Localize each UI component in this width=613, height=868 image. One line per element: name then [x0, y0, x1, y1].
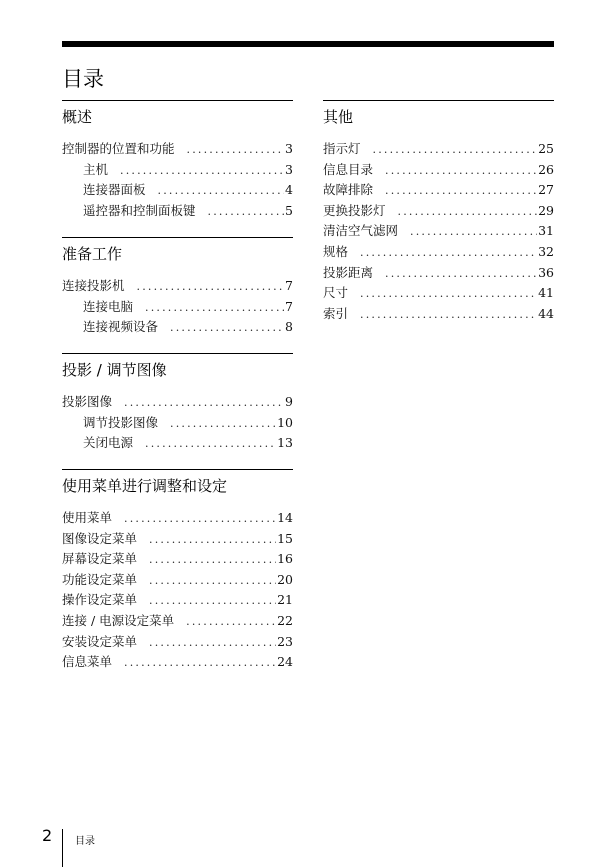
toc-entry-label: 使用菜单 [62, 510, 113, 525]
toc-entry-label: 连接 / 电源设定菜单 [62, 612, 175, 628]
toc-entry[interactable] [62, 611, 293, 632]
leader-dots [145, 298, 284, 319]
toc-entry-page: 7 [285, 278, 293, 293]
toc-entry-page: 21 [277, 592, 293, 608]
toc-section-menus [62, 469, 293, 673]
toc-entry-page: 22 [277, 612, 293, 628]
leader-dots [149, 530, 276, 551]
toc-entry[interactable] [62, 297, 293, 318]
toc-entry[interactable] [62, 180, 293, 201]
toc-entry[interactable] [62, 433, 293, 454]
leader-dots [170, 318, 284, 339]
leader-dots [170, 414, 276, 435]
leader-dots [149, 550, 276, 571]
toc-entry-label: 信息目录 [323, 161, 374, 177]
section-heading: 准备工作 [62, 245, 123, 263]
toc-entry-page: 16 [277, 551, 293, 567]
toc-entry-label: 关闭电源 [83, 435, 134, 451]
toc-entry-page: 13 [277, 435, 293, 451]
leader-dots [158, 181, 285, 202]
section-rule [62, 353, 293, 354]
toc-entry-label: 图像设定菜单 [62, 530, 138, 546]
section-rule [62, 100, 293, 101]
section-rule [323, 100, 554, 101]
toc-entry-label: 更换投影灯 [323, 202, 386, 218]
toc-entry[interactable] [323, 283, 554, 304]
title-bar-rule [62, 41, 554, 47]
toc-entry-label: 控制器的位置和功能 [62, 141, 175, 156]
toc-entry[interactable] [62, 632, 293, 653]
toc-entry-page: 24 [277, 654, 293, 670]
toc-entry-label: 规格 [323, 243, 349, 259]
toc-section-projection [62, 353, 293, 454]
toc-entry[interactable] [62, 392, 293, 413]
toc-entry-label: 指示灯 [323, 141, 361, 156]
toc-entry-page: 4 [285, 182, 293, 198]
toc-entry-label: 清洁空气滤网 [323, 223, 399, 239]
toc-entry-label: 操作设定菜单 [62, 592, 138, 608]
leader-dots [398, 202, 538, 223]
toc-entry[interactable] [62, 570, 293, 591]
toc-entry[interactable] [62, 317, 293, 338]
leader-dots [137, 277, 285, 298]
toc-entry[interactable] [323, 263, 554, 284]
toc-entry-page: 41 [538, 285, 554, 301]
toc-entry-page: 32 [538, 243, 554, 259]
toc-entry[interactable] [62, 529, 293, 550]
leader-dots [410, 222, 537, 243]
toc-entry[interactable] [323, 304, 554, 325]
toc-entry[interactable] [323, 221, 554, 242]
toc-entry-label: 功能设定菜单 [62, 571, 138, 587]
section-rule [62, 469, 293, 470]
toc-entry-label: 连接器面板 [83, 182, 146, 198]
leader-dots [360, 305, 537, 326]
toc-entry-label: 信息菜单 [62, 654, 113, 670]
toc-entry[interactable] [323, 201, 554, 222]
leader-dots [385, 181, 537, 202]
toc-entry-label: 连接电脑 [83, 298, 134, 314]
toc-entry-page: 10 [277, 414, 293, 430]
leader-dots [124, 509, 276, 530]
toc-entry-page: 36 [538, 264, 554, 280]
leader-dots [145, 434, 276, 455]
section-rule [62, 237, 293, 238]
toc-entry-page: 5 [285, 202, 293, 218]
page-title: 目录 [62, 67, 104, 92]
toc-entry-page: 15 [277, 530, 293, 546]
footer-divider [62, 829, 63, 867]
leader-dots [208, 202, 285, 223]
toc-entry[interactable] [323, 180, 554, 201]
toc-entry-label: 投影距离 [323, 264, 374, 280]
toc-entry-label: 故障排除 [323, 182, 374, 198]
toc-entry-label: 投影图像 [62, 394, 113, 409]
toc-entry-page: 8 [285, 319, 293, 335]
toc-entry-page: 31 [538, 223, 554, 239]
section-heading: 投影 / 调节图像 [62, 361, 167, 379]
leader-dots [149, 571, 276, 592]
toc-entry-page: 29 [538, 202, 554, 218]
leader-dots [120, 161, 284, 182]
toc-entry-label: 安装设定菜单 [62, 633, 138, 649]
toc-entry-label: 调节投影图像 [83, 414, 159, 430]
toc-entry-page: 14 [277, 510, 293, 525]
toc-entry[interactable] [62, 160, 293, 181]
toc-entry-label: 连接投影机 [62, 278, 125, 293]
toc-entry-label: 尺寸 [323, 285, 349, 301]
section-heading: 概述 [62, 108, 93, 126]
toc-entry[interactable] [62, 201, 293, 222]
leader-dots [360, 284, 537, 305]
toc-entry-page: 26 [538, 161, 554, 177]
toc-section-others [323, 100, 554, 324]
toc-entry[interactable] [323, 160, 554, 181]
leader-dots [385, 264, 537, 285]
toc-section-preparation [62, 237, 293, 338]
section-heading: 使用菜单进行调整和设定 [62, 477, 228, 495]
toc-entry[interactable] [62, 276, 293, 297]
toc-section-overview [62, 100, 293, 221]
toc-entry-page: 3 [285, 161, 293, 177]
leader-dots [373, 140, 538, 161]
toc-entry[interactable] [62, 590, 293, 611]
leader-dots [124, 653, 276, 674]
toc-entry[interactable] [62, 549, 293, 570]
toc-entry-page: 20 [277, 571, 293, 587]
leader-dots [186, 612, 276, 633]
toc-entry[interactable] [323, 139, 554, 160]
toc-entry-label: 索引 [323, 305, 349, 321]
leader-dots [124, 393, 284, 414]
section-heading: 其他 [323, 108, 354, 126]
toc-entry-page: 3 [285, 141, 293, 156]
toc-entry-page: 7 [285, 298, 293, 314]
toc-entry[interactable] [323, 242, 554, 263]
toc-entry-label: 主机 [83, 161, 109, 177]
leader-dots [360, 243, 537, 264]
leader-dots [385, 161, 537, 182]
toc-entry[interactable] [62, 139, 293, 160]
toc-entry-page: 44 [538, 305, 554, 321]
leader-dots [187, 140, 285, 161]
footer-label: 目录 [75, 836, 95, 847]
leader-dots [149, 633, 276, 654]
toc-entry-label: 屏幕设定菜单 [62, 551, 138, 567]
toc-entry-label: 遥控器和控制面板键 [83, 202, 196, 218]
toc-entry[interactable] [62, 413, 293, 434]
toc-entry[interactable] [62, 508, 293, 529]
toc-entry-label: 连接视频设备 [83, 319, 159, 335]
leader-dots [149, 591, 276, 612]
toc-entry-page: 23 [277, 633, 293, 649]
footer-page-number: 2 [42, 826, 53, 845]
toc-entry-page: 27 [538, 182, 554, 198]
toc-entry[interactable] [62, 652, 293, 673]
toc-entry-page: 9 [285, 394, 293, 409]
toc-entry-page: 25 [538, 141, 554, 156]
